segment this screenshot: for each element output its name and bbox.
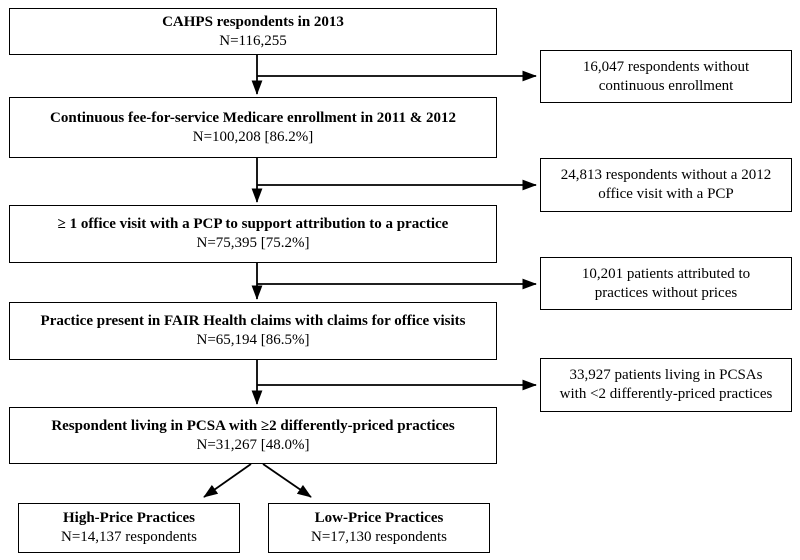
box-title: Practice present in FAIR Health claims with claims for office visits [40, 313, 466, 330]
arrow-split-right [263, 464, 311, 497]
box-n-value: N=14,137 respondents [61, 529, 197, 545]
exclusion-box-pcsa-lt2-practices [540, 358, 792, 412]
exclusion-text: 33,927 patients living in PCSAs with <2 differently-priced practices [559, 367, 773, 402]
box-n-value: N=100,208 [86.2%] [192, 128, 314, 145]
flow-box-cahps-respondents [9, 8, 497, 55]
exclusion-text: 16,047 respondents without continuous enrollment [582, 58, 750, 94]
box-n-value: N=116,255 [219, 32, 287, 49]
exclusion-box-practices-without-prices [540, 257, 792, 310]
outcome-box-high-price [18, 503, 240, 553]
exclusion-text: 10,201 patients attributed to practices without prices [581, 265, 751, 301]
flow-box-office-visit-pcp [9, 205, 497, 263]
box-title: ≥ 1 office visit with a PCP to support attribution to a practice [57, 216, 449, 233]
flow-box-pcsa-differently-priced [9, 407, 497, 464]
exclusion-box-no-continuous-enrollment [540, 50, 792, 103]
box-n-value: N=65,194 [86.5%] [196, 332, 310, 348]
exclusion-box-no-2012-office-visit [540, 158, 792, 212]
exclusion-text: 24,813 respondents without a 2012 office visit with a PCP [560, 167, 772, 202]
box-title: Low-Price Practices [314, 510, 444, 527]
flow-box-fair-health-claims [9, 302, 497, 360]
box-title: CAHPS respondents in 2013 [162, 13, 344, 30]
box-n-value: N=75,395 [75.2%] [196, 235, 310, 251]
arrow-split-left [204, 464, 251, 497]
outcome-box-low-price [268, 503, 490, 553]
box-title: High-Price Practices [62, 510, 196, 527]
box-n-value: N=31,267 [48.0%] [196, 436, 310, 453]
box-n-value: N=17,130 respondents [311, 529, 447, 545]
box-title: Respondent living in PCSA with ≥2 differently-priced practices [51, 417, 455, 434]
box-title: Continuous fee-for-service Medicare enrollment in 2011 & 2012 [50, 109, 456, 126]
flow-box-continuous-enrollment [9, 97, 497, 158]
